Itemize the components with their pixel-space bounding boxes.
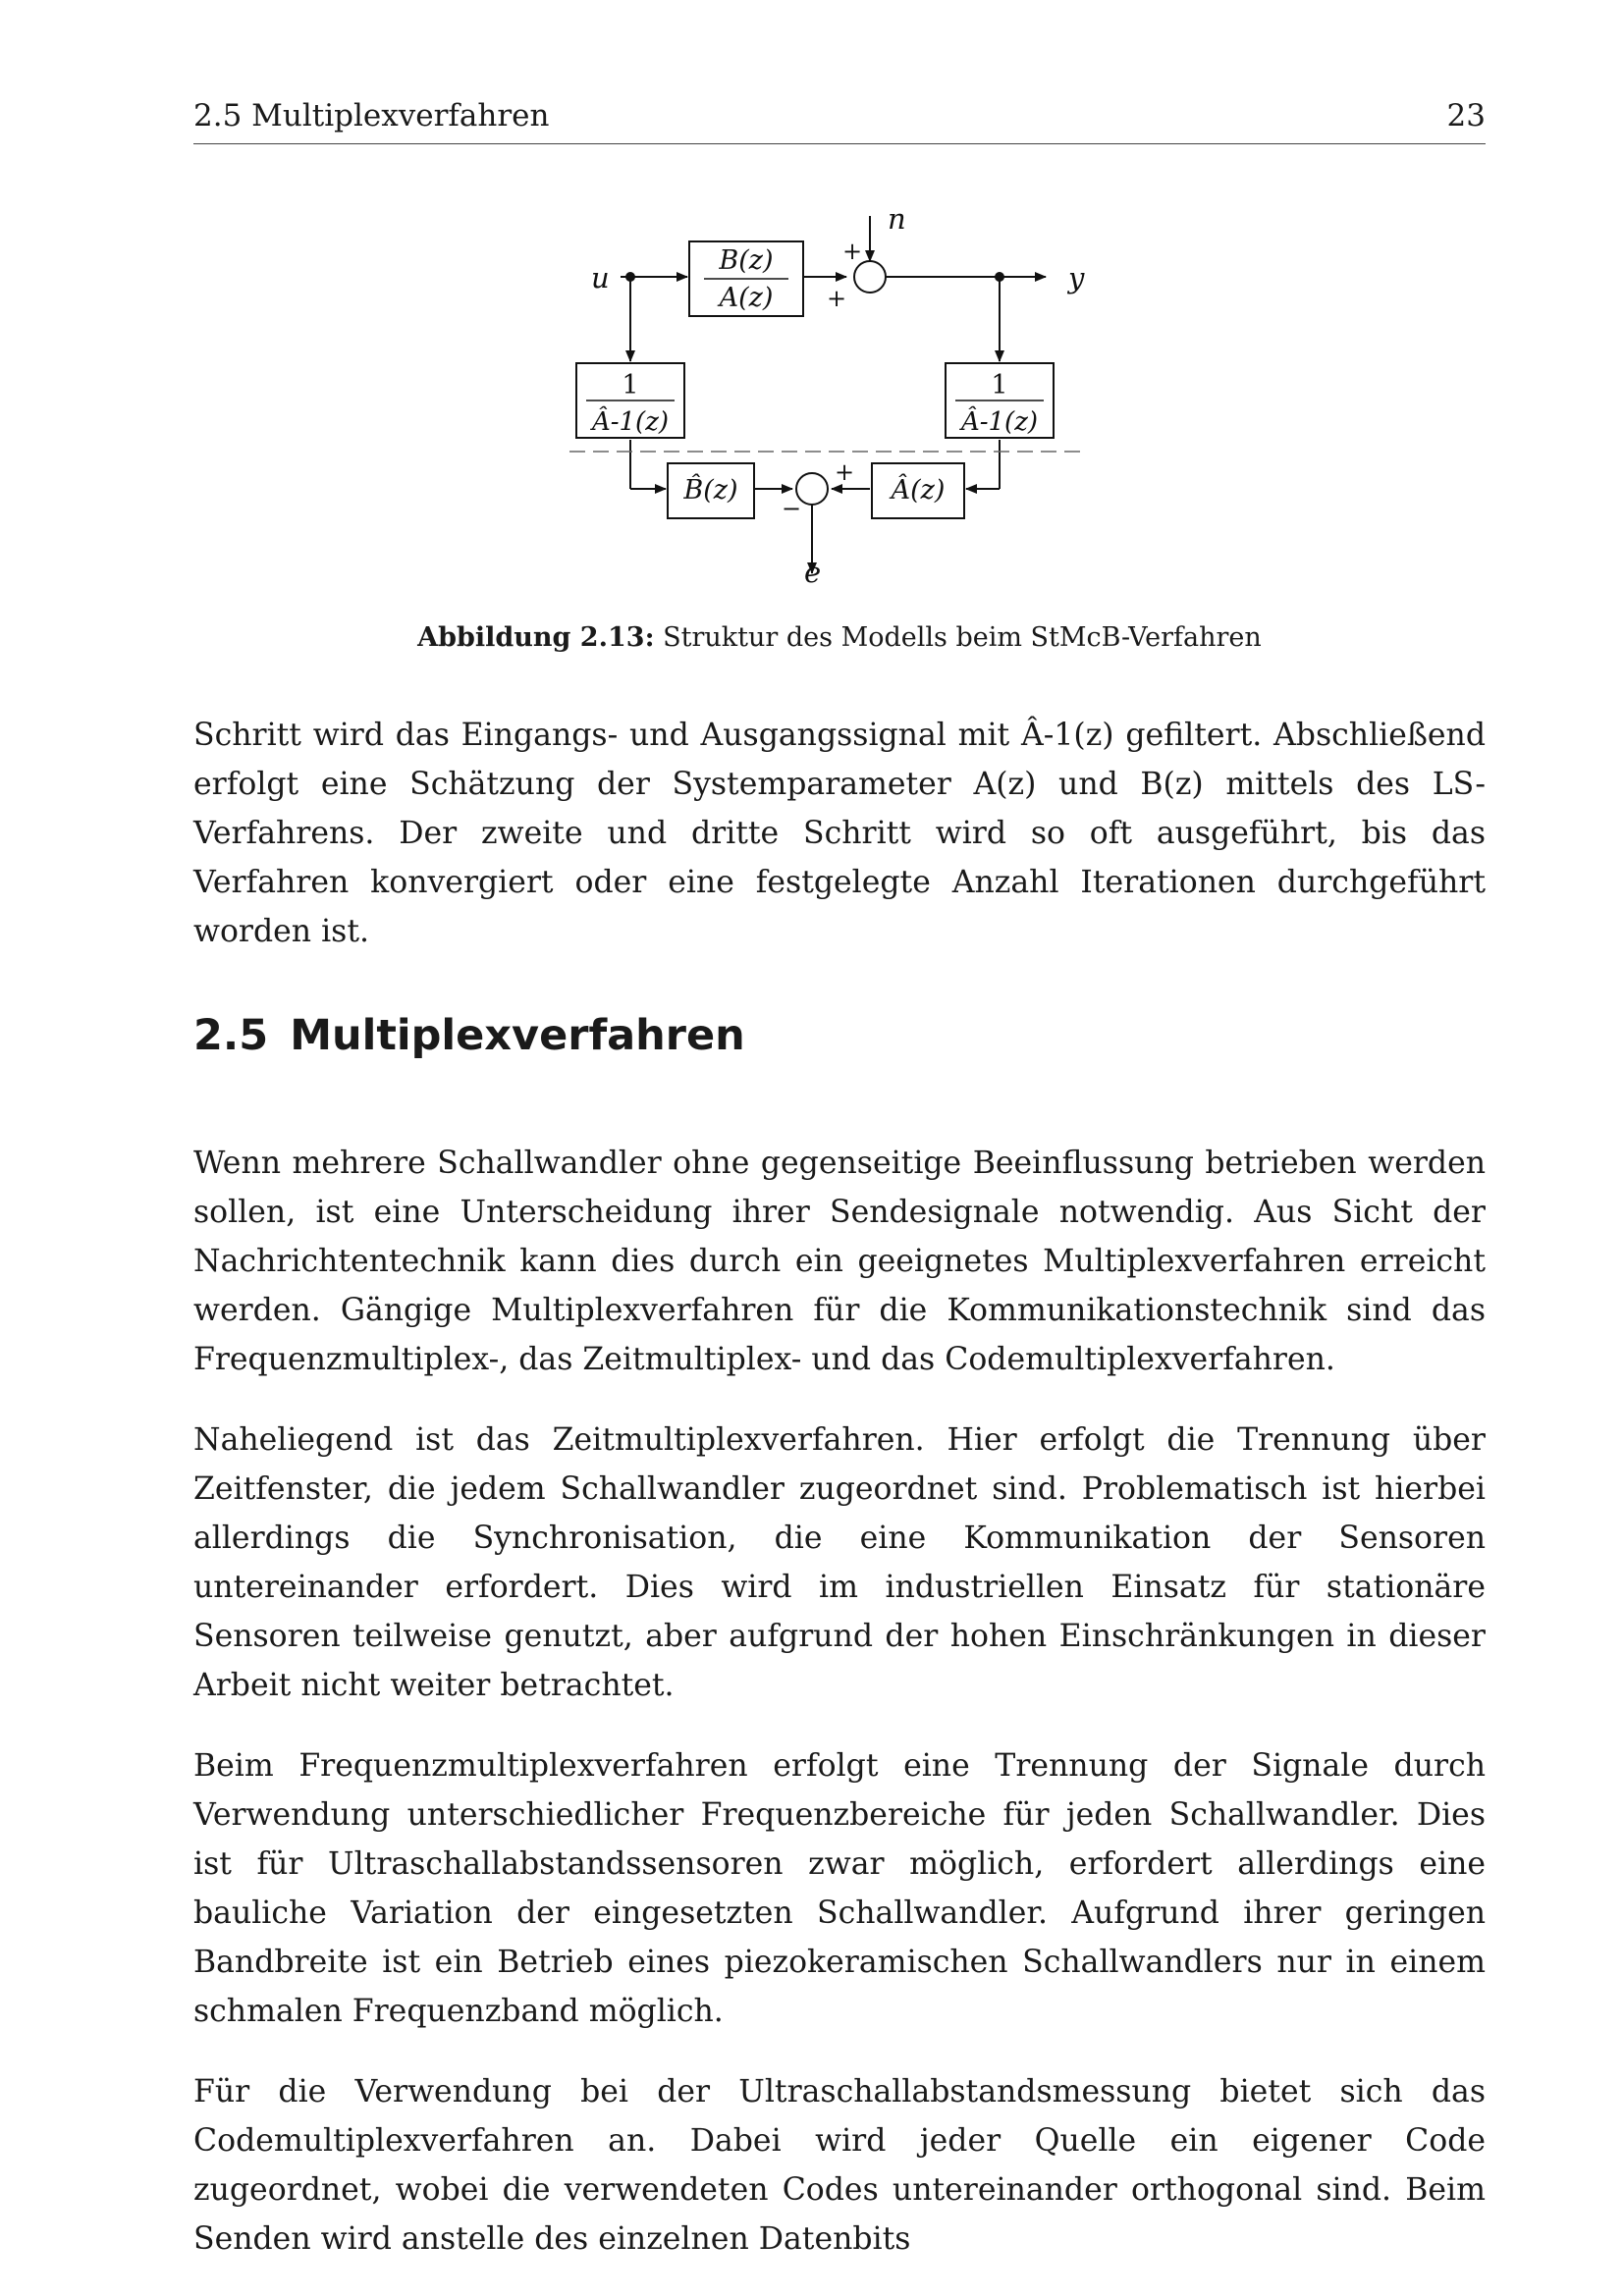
est-A-label: Â(z) [891, 475, 946, 506]
block-diagram [550, 196, 1100, 599]
section-number: 2.5 [193, 1011, 269, 1060]
filter-right-denominator: Â-1(z) [960, 407, 1039, 437]
intro-paragraph: Schritt wird das Eingangs- und Ausgangssignal mit Â-1(z) gefiltert. Abschließend erfolgt eine Schätzung der Systemparameter A(z) und B(z) mittels des LS-Verfahrens. Der zweite und dritte Schritt wird so oft ausgeführt, bis das Verfahren konvergiert oder eine festgelegte Anzahl Iterationen durchgeführt worden ist. [193, 718, 1486, 949]
sign-plus-noise-top: + [842, 238, 863, 265]
paragraph: Für die Verwendung bei der Ultraschallabstandsmessung bietet sich das Codemultiplexverfahren an. Dabei wird jeder Quelle ein eigener Code zugeordnet, wobei die verwendeten Codes untereinander orthogonal sind. Beim Senden wird anstelle des einzelnen Datenbits [193, 2074, 1486, 2257]
header-section-title: 2.5 Multiplexverfahren [193, 98, 550, 133]
label-e: e [804, 556, 822, 589]
filter-left-denominator: Â-1(z) [591, 407, 670, 437]
label-y: y [1068, 261, 1085, 294]
caption-text: Struktur des Modells beim StMcB-Verfahren [663, 622, 1262, 653]
branch-dot-u [626, 273, 634, 281]
branch-dot-y [996, 273, 1003, 281]
plant-numerator: B(z) [719, 245, 774, 276]
figure-caption [193, 622, 1486, 653]
filter-right-numerator: 1 [991, 370, 1008, 400]
section-heading [193, 1011, 745, 1060]
intro-paragraph-block [193, 711, 1486, 988]
sign-minus-error: − [782, 495, 802, 522]
paragraph: Beim Frequenzmultiplexverfahren erfolgt eine Trennung der Signale durch Verwendung unterschiedlicher Frequenzbereiche für jeden Schallwandler. Dies ist für Ultraschallabstandssensoren zwar möglich, erfordert allerdings eine bauliche Variation der eingesetzten Schallwandler. Aufgrund ihrer geringen Bandbreite ist ein Betrieb eines piezokeramischen Schallwandlers nur in einem schmalen Frequenzband möglich. [193, 1748, 1486, 2029]
running-header [193, 98, 1486, 144]
label-u: u [591, 261, 610, 294]
plant-denominator: A(z) [719, 283, 774, 313]
page-number: 23 [1446, 98, 1486, 133]
est-B-label: B̂(z) [683, 475, 738, 506]
paragraph: Wenn mehrere Schallwandler ohne gegenseitige Beeinflussung betrieben werden sollen, ist eine Unterscheidung ihrer Sendesignale notwendig. Aus Sicht der Nachrichtentechnik kann dies durch ein geeignetes Multiplexverfahren erreicht werden. Gängige Multiplexverfahren für die Kommunikationstechnik sind das Frequenzmultiplex-, das Zeitmultiplex- und das Codemultiplexverfahren. [193, 1146, 1486, 1377]
summing-junction-noise [854, 261, 886, 293]
section-title: Multiplexverfahren [290, 1011, 745, 1060]
filter-left-numerator: 1 [622, 370, 639, 400]
sign-plus-noise-left: + [827, 285, 847, 312]
sign-plus-error: + [835, 458, 855, 486]
caption-label: Abbildung 2.13: [417, 622, 655, 653]
section-body [193, 1139, 1486, 2295]
paragraph: Naheliegend ist das Zeitmultiplexverfahren. Hier erfolgt die Trennung über Zeitfenster, die jedem Schallwandler zugeordnet sind. Problematisch ist hierbei allerdings die Synchronisation, die eine Kommunikation der Sensoren untereinander erfordert. Dies wird im industriellen Einsatz für stationäre Sensoren teilweise genutzt, aber aufgrund der hohen Einschränkungen in dieser Arbeit nicht weiter betrachtet. [193, 1422, 1486, 1703]
label-n: n [888, 202, 906, 236]
